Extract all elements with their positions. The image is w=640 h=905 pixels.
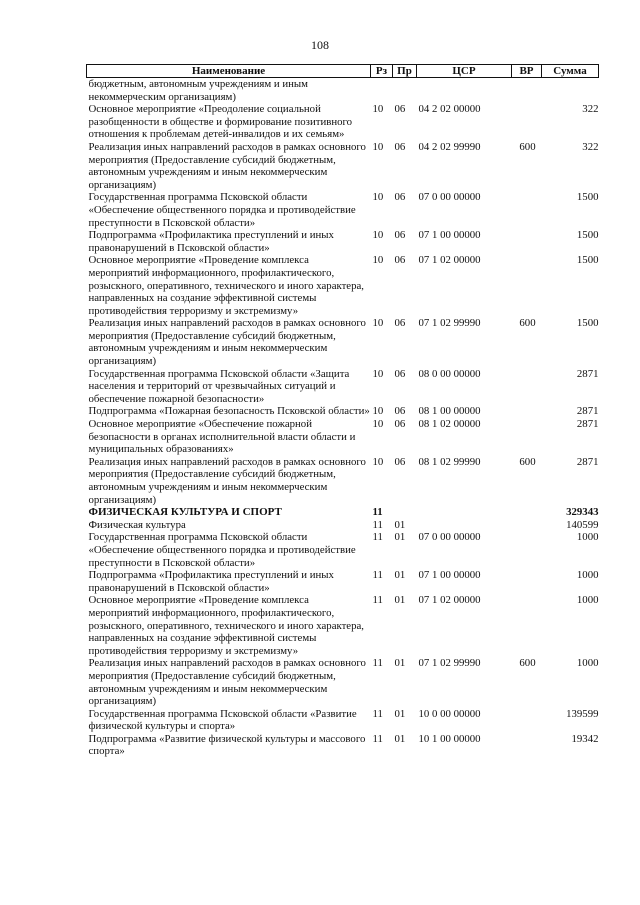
cell-name: ФИЗИЧЕСКАЯ КУЛЬТУРА И СПОРТ	[88, 506, 282, 519]
cell-pr: 01	[394, 531, 406, 544]
header-sum: Сумма	[542, 65, 599, 78]
cell-name: Реализация иных направлений расходов в рамках основного мероприятия (Предоставление субсидий бюджетным, автономным учреждениям и иным некоммерческим организациям)	[88, 317, 366, 368]
cell-csr: 07 1 02 00000	[418, 254, 481, 267]
table-row	[87, 418, 599, 456]
cell-sum: 2871	[576, 418, 599, 431]
cell-name: Подпрограмма «Профилактика преступлений и иных правонарушений в Псковской области»	[88, 229, 334, 254]
cell-csr: 08 1 00 00000	[418, 405, 481, 418]
cell-csr: 07 1 02 00000	[418, 594, 481, 607]
cell-rz: 10	[372, 229, 384, 242]
table-row	[87, 254, 599, 317]
cell-rz: 10	[372, 317, 384, 330]
cell-rz: 10	[372, 455, 384, 468]
table-row	[87, 708, 599, 733]
table-row	[87, 456, 599, 506]
cell-vr: 600	[519, 140, 536, 153]
cell-csr	[417, 506, 512, 519]
cell-vr	[512, 733, 542, 758]
cell-vr	[512, 254, 542, 317]
cell-vr	[512, 708, 542, 733]
cell-rz: 11	[372, 531, 383, 544]
cell-csr: 10 1 00 00000	[418, 732, 481, 745]
cell-rz: 11	[372, 506, 383, 519]
cell-csr	[417, 519, 512, 532]
cell-csr: 10 0 00 00000	[418, 707, 481, 720]
cell-pr: 06	[394, 103, 406, 116]
cell-name: Государственная программа Псковской области «Обеспечение общественного порядка и противодействие преступности в Псковской области»	[88, 531, 356, 569]
cell-sum: 2871	[576, 455, 599, 468]
cell-name: Государственная программа Псковской области «Развитие физической культуры и спорта»	[88, 707, 357, 733]
cell-csr: 08 1 02 99990	[418, 455, 481, 468]
cell-pr: 06	[394, 367, 406, 380]
cell-pr	[393, 78, 417, 104]
cell-rz: 10	[372, 418, 384, 431]
header-csr: ЦСР	[417, 65, 512, 78]
cell-vr	[512, 506, 542, 519]
cell-rz: 11	[372, 518, 383, 531]
cell-sum: 2871	[576, 367, 599, 380]
cell-vr	[512, 78, 542, 104]
table-row	[87, 657, 599, 707]
cell-name: Государственная программа Псковской области «Обеспечение общественного порядка и противодействие преступности в Псковской области»	[88, 191, 356, 229]
cell-name: Подпрограмма «Пожарная безопасность Псковской области»	[88, 405, 370, 418]
cell-sum: 1500	[576, 317, 599, 330]
cell-rz: 10	[372, 254, 384, 267]
cell-csr	[417, 78, 512, 104]
cell-name: Реализация иных направлений расходов в рамках основного мероприятия (Предоставление субсидий бюджетным, автономным учреждениям и иным некоммерческим организациям)	[88, 657, 366, 708]
cell-sum: 322	[582, 103, 599, 116]
cell-name: Реализация иных направлений расходов в рамках основного мероприятия (Предоставление субсидий бюджетным, автономным учреждениям и иным некоммерческим организациям)	[88, 140, 366, 191]
cell-sum: 322	[582, 140, 599, 153]
cell-pr: 06	[394, 455, 406, 468]
cell-sum: 1000	[576, 657, 599, 670]
header-pr: Пр	[393, 65, 417, 78]
cell-pr: 06	[394, 405, 406, 418]
cell-vr	[512, 191, 542, 229]
cell-vr	[512, 229, 542, 254]
cell-sum: 329343	[566, 506, 599, 519]
cell-csr: 04 2 02 00000	[418, 103, 481, 116]
cell-name: Реализация иных направлений расходов в рамках основного мероприятия (Предоставление субсидий бюджетным, автономным учреждениям и иным некоммерческим организациям)	[88, 455, 366, 506]
cell-pr: 01	[394, 569, 406, 582]
header-vr: ВР	[512, 65, 542, 78]
cell-pr: 06	[394, 418, 406, 431]
table-row	[87, 531, 599, 569]
cell-pr: 01	[394, 657, 406, 670]
table-row	[87, 733, 599, 758]
cell-sum: 1000	[576, 531, 599, 544]
table-row	[87, 405, 599, 418]
cell-vr: 600	[519, 455, 536, 468]
table-row	[87, 141, 599, 191]
cell-sum: 2871	[576, 405, 599, 418]
cell-pr: 01	[394, 732, 406, 745]
page-number: 108	[311, 38, 329, 52]
cell-vr: 600	[519, 317, 536, 330]
cell-csr: 07 1 00 00000	[418, 229, 481, 242]
table-row	[87, 103, 599, 141]
cell-sum: 139599	[566, 707, 599, 720]
table-row	[87, 594, 599, 657]
cell-csr: 07 1 02 99990	[418, 317, 481, 330]
cell-csr: 04 2 02 99990	[418, 140, 481, 153]
cell-vr	[512, 405, 542, 418]
cell-csr: 07 1 02 99990	[418, 657, 481, 670]
cell-pr: 06	[394, 191, 406, 204]
table-row	[87, 229, 599, 254]
cell-rz: 10	[372, 367, 384, 380]
cell-rz: 11	[372, 657, 383, 670]
cell-sum: 1000	[576, 569, 599, 582]
cell-name: Основное мероприятие «Обеспечение пожарной безопасности в органах исполнительной власти области и муниципальных образованиях»	[88, 418, 356, 456]
cell-rz: 11	[372, 594, 383, 607]
cell-pr: 06	[394, 229, 406, 242]
cell-name: Основное мероприятие «Преодоление социальной разобщенности в обществе и формирование позитивного отношения к проблемам детей-инвалидов и их семьям»	[88, 103, 353, 141]
cell-name: бюджетным, автономным учреждениям и иным некоммерческим организациям)	[88, 78, 308, 103]
table-row	[87, 191, 599, 229]
table-row	[87, 506, 599, 519]
cell-vr	[512, 531, 542, 569]
cell-vr	[512, 594, 542, 657]
cell-sum	[542, 78, 599, 104]
cell-rz: 10	[372, 103, 384, 116]
cell-csr: 07 0 00 00000	[418, 191, 481, 204]
cell-csr: 07 0 00 00000	[418, 531, 481, 544]
cell-pr: 06	[394, 254, 406, 267]
cell-sum: 140599	[566, 518, 599, 531]
cell-csr: 08 0 00 00000	[418, 367, 481, 380]
table-row	[87, 78, 599, 104]
cell-rz: 11	[372, 569, 383, 582]
table-header-row	[87, 65, 599, 78]
cell-vr	[512, 418, 542, 456]
cell-rz: 10	[372, 405, 384, 418]
cell-vr	[512, 368, 542, 406]
cell-sum: 1500	[576, 191, 599, 204]
cell-sum: 1000	[576, 594, 599, 607]
cell-csr: 07 1 00 00000	[418, 569, 481, 582]
cell-pr: 01	[394, 707, 406, 720]
cell-pr: 06	[394, 317, 406, 330]
table-row	[87, 368, 599, 406]
cell-name: Физическая культура	[88, 518, 186, 531]
cell-pr: 01	[394, 594, 406, 607]
cell-rz: 11	[372, 707, 383, 720]
cell-name: Государственная программа Псковской области «Защита населения и территорий от чрезвычайных ситуаций и обеспечение пожарной безопасности»	[88, 367, 350, 405]
cell-csr: 08 1 02 00000	[418, 418, 481, 431]
cell-sum: 1500	[576, 229, 599, 242]
cell-sum: 19342	[571, 732, 599, 745]
cell-name: Основное мероприятие «Проведение комплекса мероприятий информационного, профилактического, розыскного, оперативного, технического и иного характера, направленных на создание эффективной системы противодействия терроризму и экстремизму»	[88, 594, 364, 657]
cell-pr	[393, 506, 417, 519]
cell-rz: 11	[372, 732, 383, 745]
cell-sum: 1500	[576, 254, 599, 267]
budget-table	[86, 64, 599, 758]
table-row	[87, 519, 599, 532]
header-rz: Рз	[371, 65, 393, 78]
cell-vr: 600	[519, 657, 536, 670]
cell-name: Основное мероприятие «Проведение комплекса мероприятий информационного, профилактического, розыскного, оперативного, технического и иного характера, направленных на создание эффективной системы противодействия терроризму и экстремизму»	[88, 254, 364, 317]
cell-name: Подпрограмма «Профилактика преступлений и иных правонарушений в Псковской области»	[88, 569, 334, 594]
cell-name: Подпрограмма «Развитие физической культуры и массового спорта»	[88, 732, 366, 758]
table-row	[87, 317, 599, 367]
header-name: Наименование	[87, 65, 371, 78]
cell-rz: 10	[372, 140, 384, 153]
cell-pr: 06	[394, 140, 406, 153]
cell-vr	[512, 519, 542, 532]
cell-rz	[371, 78, 393, 104]
cell-rz: 10	[372, 191, 384, 204]
cell-pr: 01	[394, 518, 406, 531]
table-row	[87, 569, 599, 594]
cell-vr	[512, 569, 542, 594]
cell-vr	[512, 103, 542, 141]
